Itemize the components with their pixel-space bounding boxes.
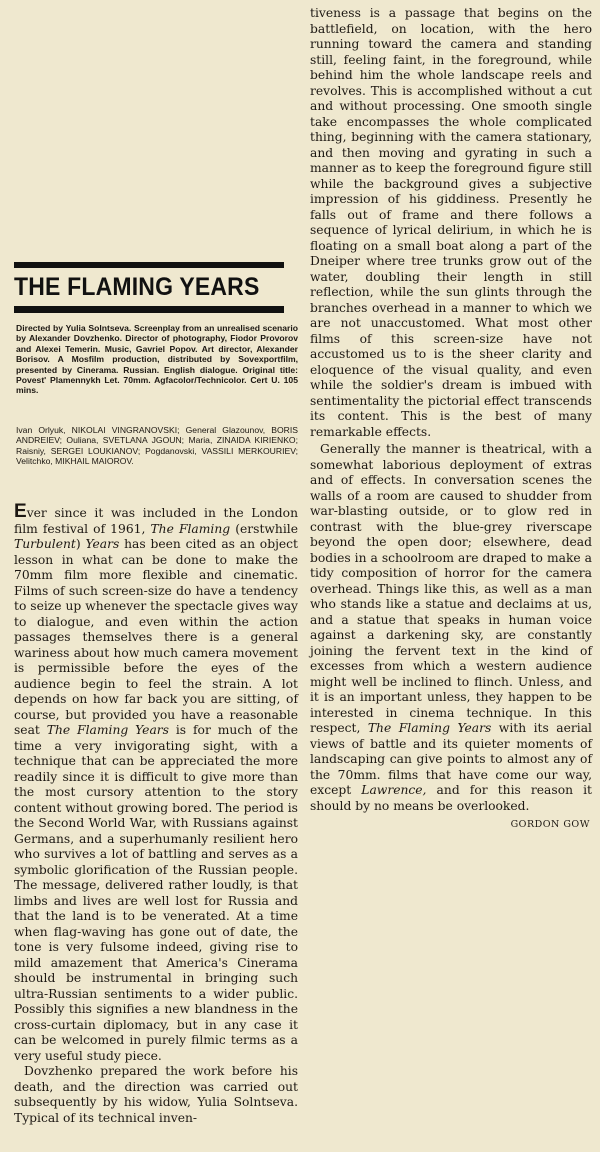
title-rule-top — [14, 262, 284, 268]
title-rule-bottom — [14, 306, 284, 313]
credits-block: Directed by Yulia Solntseva. Screenplay from an unrealised scenario by Alexander Dovzhenko. Director of photography, Fiodor Provorov and Alexei Temerin. Music, Gavriel Popov. Art director, Alexander Borisov. A Mosfilm production, distributed by Sovexportfilm, presented by Cinerama. Russian. English dialogue. Original title: Povest' Plamennykh Let. 70mm. Agfacolor/Technicolor. Cert U. 105 mins. — [16, 323, 298, 396]
drop-cap: E — [14, 501, 27, 522]
paragraph-2-start: Dovzhenko prepared the work before his death, and the direction was carried out subsequently by his widow, Yulia Solntseva. Typical of its technical inven- — [14, 1064, 298, 1125]
film-title-ref: The Flaming — [150, 521, 231, 536]
film-title-ref: Lawrence, — [361, 783, 427, 797]
review-title: THE FLAMING YEARS — [14, 273, 260, 301]
film-title-ref: The Flaming Years — [367, 721, 492, 735]
paragraph-2-continued: tiveness is a passage that begins on the battlefield, on location, with the hero running toward the camera and standing still, feeling faint, in the foreground, while behind him the whole landscape reels and revolves. This is accomplished without a cut and without processing. One smooth single take encompasses the whole complicated thing, beginning with the camera stationary, and then moving and gyrating in such a manner as to keep the foreground figure still while the background gives a subjective impression of his giddiness. Presently he falls out of frame and there follows a sequence of lyrical delirium, in which he is floating on a small boat along a part of the Dneiper where tree trunks grow out of the water, doubling their length in still reflection, while the sun glints through the branches overhead in a manner to which we are not unaccustomed. What most other films of this screen-size have not accustomed us to is the sheer clarity and eloquence of the visual quality, and even while the soldier's dream is imbued with sentimentality the pictorial effect transcends its content. This is the best of many remarkable effects. — [310, 6, 592, 439]
paragraph-1: Ever since it was included in the London film festival of 1961, The Flaming (erstwhile Turbulent) Years has been cited as an object lesson in what can be done to make the 70mm film more flexible and cinematic. Films of such screen-size do have a tendency to seize up whenever the spectacle gives way to dialogue, and even within the action passages themselves there is a general wariness about how much camera movement is permissible before the eyes of the audience begin to feel the strain. A lot depends on how far back you are sitting, of course, but provided you have a reasonable seat The Flaming Years is for much of the time a very invigorating sight, with a technique that can be appreciated the more readily since it is difficult to give more than the most cursory attention to the story content without growing bored. The period is the Second World War, with Russians against Germans, and a superhumanly resilient hero who survives a lot of battling and serves as a symbolic glorification of the Russian people. The message, delivered rather loudly, is that limbs and lives are well lost for Russia and that the land is to be venerated. At a time when flag-waving has gone out of date, the tone is very fulsome indeed, giving rise to mild amazement that America's Cinerama should be instrumental in bringing such ultra-Russian sentiments to a wider public. Possibly this signifies a new blandness in the cross-curtain diplomacy, but in any case it can be welcomed in purely filmic terms as a very useful study piece. — [14, 501, 298, 1063]
paragraph-3: Generally the manner is theatrical, with a somewhat laborious deployment of extras and of effects. In conversation scenes the walls of a room are caused to shudder from war-blasting outside, or to glow red in contrast with the blue-grey riverscape beyond the open door; elsewhere, dead bodies in a schoolroom are draped to make a tidy composition of horror for the camera overhead. Things like this, as well as a man who stands like a statue and declaims at us, and a statue that speaks in human voice against a darkening sky, are constantly joining the fervent text in the kind of excesses from which a western audience might well be inclined to flinch. Unless, and it is an important unless, they happen to be interested in cinema technique. In this respect, The Flaming Years with its aerial views of battle and its quieter moments of landscaping can give points to almost any of the 70mm. films that have come our way, except Lawrence, and for this reason it should by no means be overlooked. — [310, 442, 592, 813]
article-right-text — [310, 6, 592, 833]
cast-block: Ivan Orlyuk, NIKOLAI VINGRANOVSKI; General Glazounov, BORIS ANDREIEV; Ouliana, SVETLANA JGOUN; Maria, ZINAIDA KIRIENKO; Raisniy, SERGEI LOUKIANOV; Pogdanovski, VASSILI MERKOURIEV; Velitchko, MIKHAIL MAIOROV. — [16, 425, 298, 467]
article-left-text — [14, 501, 298, 1126]
author-byline: GORDON GOW — [510, 819, 590, 830]
film-title-ref: Turbulent — [14, 537, 76, 551]
film-title-ref: The Flaming Years — [46, 723, 169, 737]
film-title-ref: Years — [85, 537, 120, 551]
